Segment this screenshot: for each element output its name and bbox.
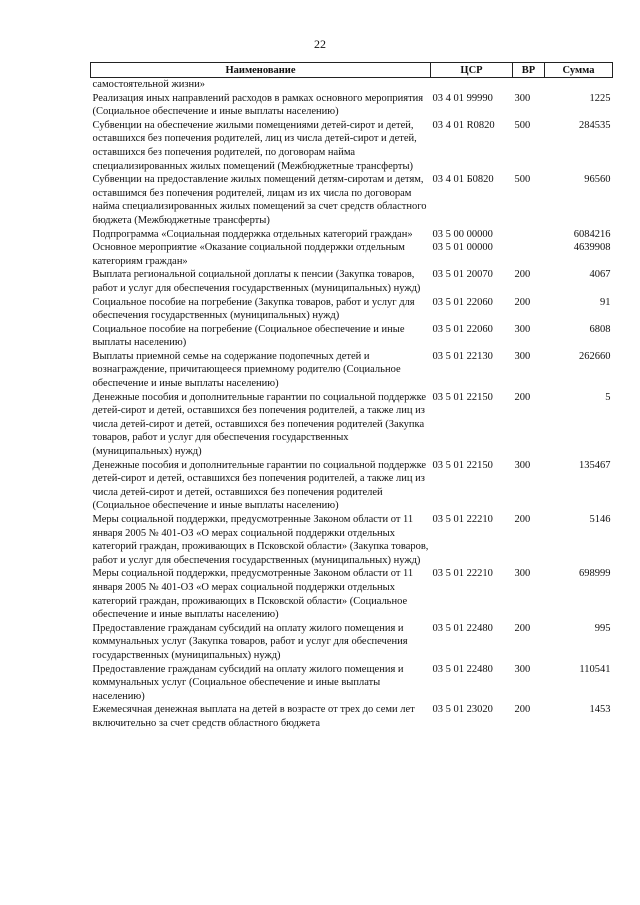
row-vr: 200 xyxy=(514,296,531,308)
row-vr: 500 xyxy=(514,174,531,186)
table-row xyxy=(91,228,613,242)
row-name: Предоставление гражданам субсидий на оплату жилого помещения и коммунальных услуг (Социальное обеспечение и иные выплаты населению) xyxy=(92,663,404,702)
row-vr: 300 xyxy=(514,663,531,675)
row-csr: 03 5 00 00000 xyxy=(432,228,493,240)
table-row xyxy=(91,173,613,227)
row-csr: 03 5 01 00000 xyxy=(432,242,493,254)
row-vr: 300 xyxy=(514,568,531,580)
row-csr: 03 5 01 20070 xyxy=(432,269,493,281)
row-name: Выплаты приемной семье на содержание подопечных детей и вознаграждение, причитающееся приемному родителю (Социальное обеспечение и иные выплаты населению) xyxy=(92,350,401,390)
row-csr: 03 5 01 22060 xyxy=(432,323,493,335)
row-csr: 03 5 01 22210 xyxy=(432,568,493,580)
row-name: Предоставление гражданам субсидий на оплату жилого помещения и коммунальных услуг (Закупка товаров, работ и услуг для обеспечения государственных (муниципальных) нужд) xyxy=(92,622,408,661)
header-csr: ЦСР xyxy=(431,63,513,78)
table-row xyxy=(91,567,613,621)
row-csr: 03 5 01 22150 xyxy=(432,459,493,471)
table-row xyxy=(91,622,613,663)
row-name: Реализация иных направлений расходов в рамках основного мероприятия (Социальное обеспечение и иные выплаты населению) xyxy=(92,92,424,118)
row-vr: 300 xyxy=(514,350,531,362)
row-vr: 200 xyxy=(514,391,531,403)
row-vr: 300 xyxy=(514,323,531,335)
row-sum: 6084216 xyxy=(573,228,611,240)
row-vr xyxy=(513,228,545,242)
table-row xyxy=(91,663,613,704)
table-row xyxy=(91,296,613,323)
row-sum: 4639908 xyxy=(573,242,611,254)
row-name: Выплата региональной социальной доплаты к пенсии (Закупка товаров, работ и услуг для обеспечения государственных (муниципальных) нужд) xyxy=(92,269,421,294)
row-sum: 995 xyxy=(594,622,611,634)
row-sum: 6808 xyxy=(589,323,611,335)
header-sum: Сумма xyxy=(545,63,613,78)
row-csr: 03 5 01 22480 xyxy=(432,622,493,634)
row-name: Субвенции на предоставление жилых помещений детям-сиротам и детям, оставшимся без попечения родителей, лицам из их числа по договорам найма специализированных жилых помещений за счет средств областного бюджета (Межбюджетные трансферты) xyxy=(92,174,427,226)
row-sum: 284535 xyxy=(579,119,611,131)
row-sum: 4067 xyxy=(589,269,611,281)
row-name: Меры социальной поддержки, предусмотренные Законом области от 11 января 2005 № 401-ОЗ «О мерах социальной поддержки отдельных категорий граждан, проживающих в Псковской области» (Социальное обеспечение и иные выплаты населению) xyxy=(92,568,414,621)
row-csr: 03 5 01 23020 xyxy=(432,704,493,716)
row-name: Субвенции на обеспечение жилыми помещениями детей-сирот и детей, оставшихся без попечения родителей, лиц из числа детей-сирот и детей, оставшихся без попечения родителей, по договорам найма специализированных жилых помещений (Межбюджетные трансферты) xyxy=(92,119,417,172)
row-vr: 200 xyxy=(514,514,531,525)
row-csr: 03 5 01 22150 xyxy=(432,391,493,403)
row-vr: 200 xyxy=(514,622,531,634)
page-number: 22 xyxy=(314,37,326,51)
row-vr: 200 xyxy=(514,704,531,716)
row-csr: 03 5 01 22130 xyxy=(432,350,493,362)
row-name: Социальное пособие на погребение (Закупка товаров, работ и услуг для обеспечения государственных (муниципальных) нужд) xyxy=(92,296,415,322)
continuation-text: самостоятельной жизни» xyxy=(92,79,205,90)
row-sum: 698999 xyxy=(579,568,611,580)
row-sum: 96560 xyxy=(584,174,611,186)
table-row xyxy=(91,703,613,730)
row-vr: 300 xyxy=(514,92,531,104)
table-row xyxy=(91,459,613,513)
row-name: Денежные пособия и дополнительные гарантии по социальной поддержке детей-сирот и детей, оставшихся без попечения родителей, а также лиц из числа детей-сирот и детей, оставшихся без попечения родителей (Закупка товаров, работ и услуг для обеспечения государственных (муниципальных) нужд) xyxy=(92,391,427,458)
table-body xyxy=(91,78,613,731)
budget-table xyxy=(90,62,613,731)
table-row xyxy=(91,119,613,173)
row-csr: 03 4 01 R0820 xyxy=(432,119,495,131)
row-vr: 500 xyxy=(514,119,531,131)
row-csr: 03 5 01 22480 xyxy=(432,663,493,675)
row-csr: 03 5 01 22210 xyxy=(432,514,493,525)
row-sum: 5146 xyxy=(589,514,611,525)
table-row xyxy=(91,92,613,119)
table-row xyxy=(91,513,613,567)
row-csr: 03 5 01 22060 xyxy=(432,296,493,308)
row-sum: 5 xyxy=(605,391,611,403)
row-sum: 91 xyxy=(600,296,611,308)
row-vr xyxy=(513,241,545,268)
row-name: Меры социальной поддержки, предусмотренные Законом области от 11 января 2005 № 401-ОЗ «О мерах социальной поддержки отдельных категорий граждан, проживающих в Псковской области» (Закупка товаров, работ и услуг для обеспечения государственных (муниципальных) нужд) xyxy=(92,514,429,566)
row-sum: 110541 xyxy=(579,663,611,675)
table-row xyxy=(91,241,613,268)
row-name: Социальное пособие на погребение (Социальное обеспечение и иные выплаты населению) xyxy=(92,323,405,349)
row-name: Ежемесячная денежная выплата на детей в возрасте от трех до семи лет включительно за счет средств областного бюджета xyxy=(92,704,415,729)
row-name: Подпрограмма «Социальная поддержка отдельных категорий граждан» xyxy=(92,228,413,240)
row-csr: 03 4 01 Б0820 xyxy=(432,174,494,186)
table-row xyxy=(91,350,613,391)
table-row xyxy=(91,323,613,350)
row-name: Денежные пособия и дополнительные гарантии по социальной поддержке детей-сирот и детей, оставшихся без попечения родителей, а также лиц из числа детей-сирот и детей, оставшихся без попечения родителей (Социальное обеспечение и иные выплаты населению) xyxy=(92,459,427,512)
table-row xyxy=(91,391,613,459)
row-sum: 1225 xyxy=(589,92,611,104)
continuation-row xyxy=(91,78,613,92)
row-name: Основное мероприятие «Оказание социальной поддержки отдельным категориям граждан» xyxy=(92,242,405,267)
header-name: Наименование xyxy=(91,63,431,78)
row-sum: 262660 xyxy=(579,350,611,362)
header-vr: ВР xyxy=(513,63,545,78)
row-csr: 03 4 01 99990 xyxy=(432,92,493,104)
row-sum: 1453 xyxy=(589,704,611,716)
table-row xyxy=(91,268,613,295)
row-sum: 135467 xyxy=(579,459,611,471)
table-header-row xyxy=(91,63,613,78)
row-vr: 300 xyxy=(514,459,531,471)
row-vr: 200 xyxy=(514,269,531,281)
